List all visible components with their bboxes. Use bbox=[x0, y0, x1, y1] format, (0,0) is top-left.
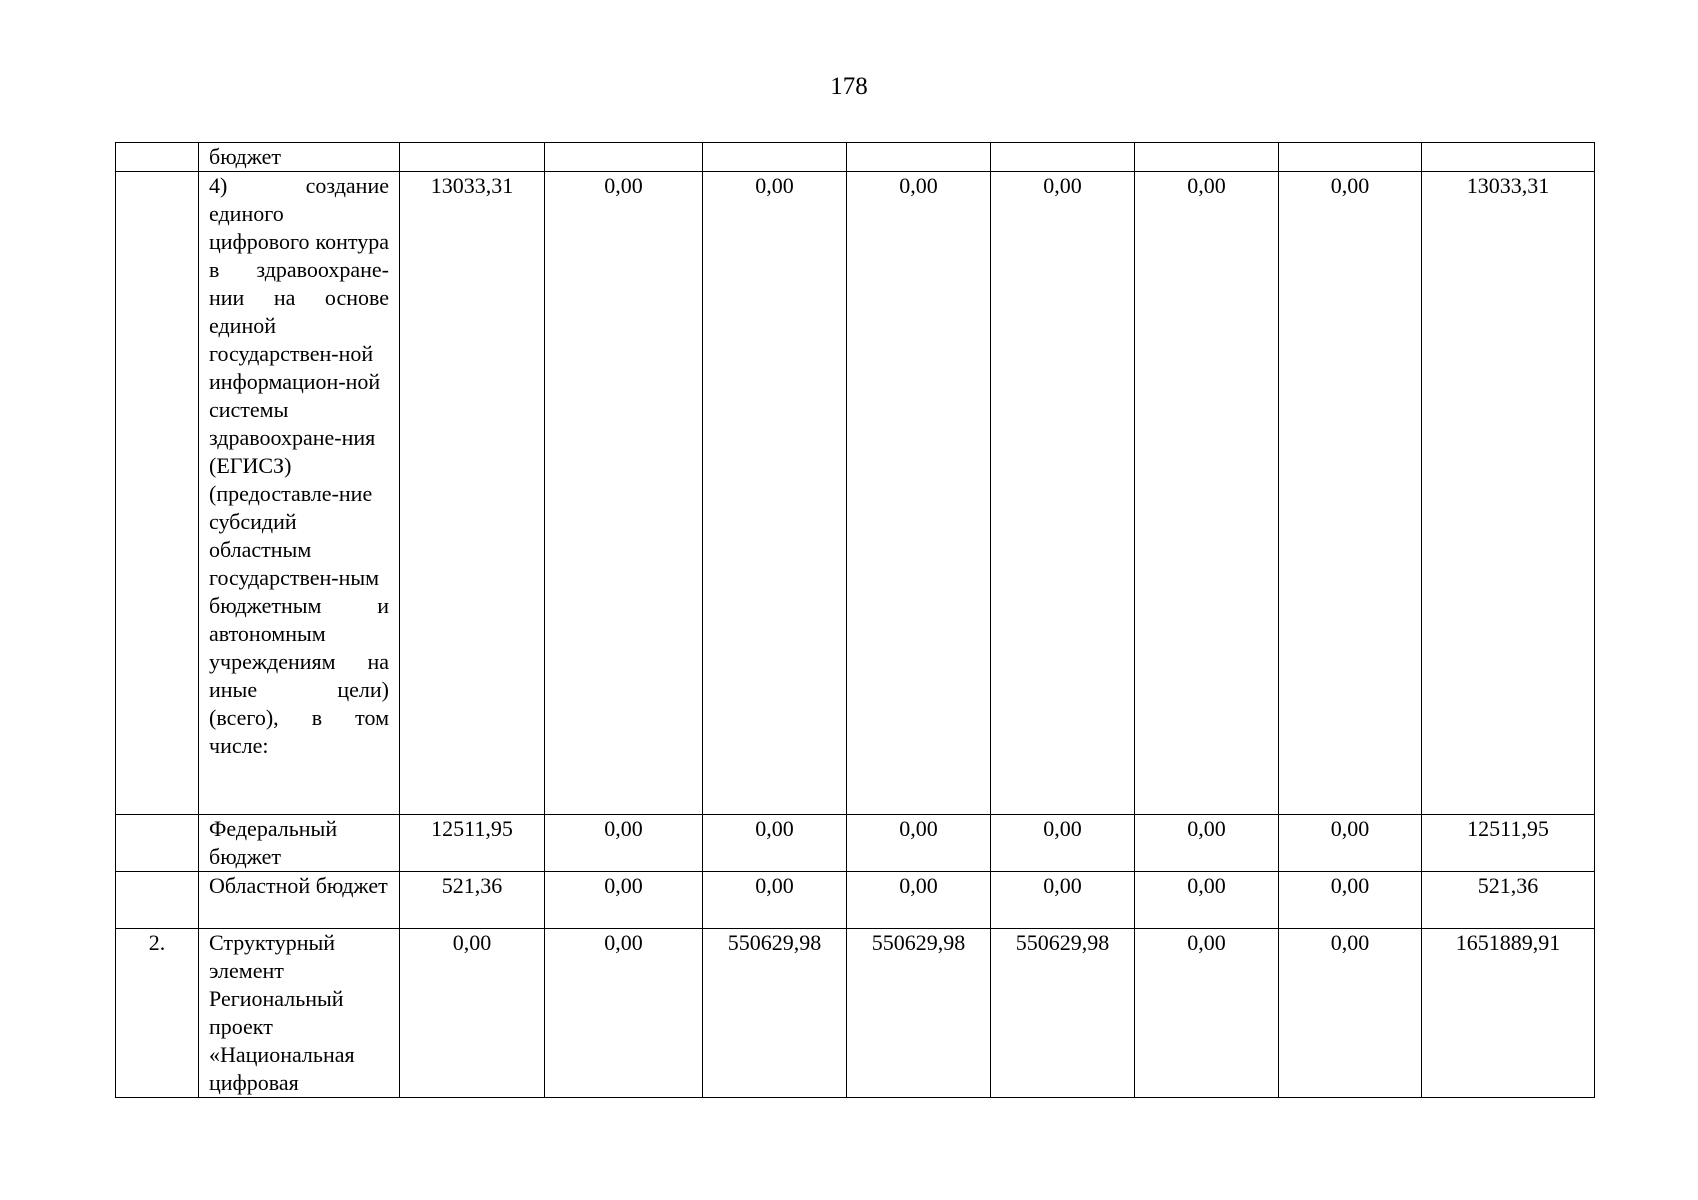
value-cell: 0,00 bbox=[545, 172, 703, 815]
value-cell: 521,36 bbox=[1422, 872, 1595, 929]
value-cell: 550629,98 bbox=[847, 929, 991, 1098]
row-index-cell: 2. bbox=[116, 929, 199, 1098]
page-number: 178 bbox=[830, 73, 868, 100]
value-cell: 550629,98 bbox=[991, 929, 1135, 1098]
value-cell: 0,00 bbox=[1135, 872, 1279, 929]
value-cell bbox=[1422, 143, 1595, 172]
value-cell: 0,00 bbox=[847, 815, 991, 872]
value-cell: 13033,31 bbox=[400, 172, 545, 815]
value-cell: 13033,31 bbox=[1422, 172, 1595, 815]
value-cell bbox=[847, 143, 991, 172]
value-cell: 0,00 bbox=[991, 872, 1135, 929]
value-cell: 0,00 bbox=[1135, 172, 1279, 815]
table-row bbox=[116, 815, 1595, 872]
table-row bbox=[116, 929, 1595, 1098]
table-row bbox=[116, 172, 1595, 815]
budget-table bbox=[115, 142, 1595, 1098]
row-name-cell: 4) создание единого цифрового контура в здравоохране-нии на основе единой государствен-ной информацион-ной системы здравоохране-ния (ЕГИСЗ) (предоставле-ние субсидий областным государствен-ным бюджетным и автономным учреждениям на иные цели) (всего), в том числе: bbox=[199, 172, 400, 815]
value-cell bbox=[1135, 143, 1279, 172]
value-cell: 12511,95 bbox=[400, 815, 545, 872]
value-cell: 521,36 bbox=[400, 872, 545, 929]
value-cell: 0,00 bbox=[703, 172, 847, 815]
value-cell: 12511,95 bbox=[1422, 815, 1595, 872]
value-cell bbox=[1279, 143, 1422, 172]
table-row bbox=[116, 143, 1595, 172]
value-cell bbox=[703, 143, 847, 172]
value-cell: 0,00 bbox=[703, 815, 847, 872]
row-index-cell bbox=[116, 172, 199, 815]
value-cell: 0,00 bbox=[1279, 929, 1422, 1098]
value-cell: 0,00 bbox=[545, 815, 703, 872]
row-index-cell bbox=[116, 143, 199, 172]
value-cell: 0,00 bbox=[1279, 172, 1422, 815]
table-row bbox=[116, 872, 1595, 929]
row-index-cell bbox=[116, 815, 199, 872]
value-cell: 0,00 bbox=[847, 172, 991, 815]
value-cell: 0,00 bbox=[703, 872, 847, 929]
value-cell: 0,00 bbox=[1135, 815, 1279, 872]
value-cell: 0,00 bbox=[847, 872, 991, 929]
value-cell bbox=[991, 143, 1135, 172]
value-cell bbox=[400, 143, 545, 172]
value-cell: 0,00 bbox=[400, 929, 545, 1098]
row-index-cell bbox=[116, 872, 199, 929]
value-cell: 0,00 bbox=[1279, 872, 1422, 929]
row-name-cell: Федеральный бюджет bbox=[199, 815, 400, 872]
value-cell: 0,00 bbox=[545, 872, 703, 929]
value-cell: 0,00 bbox=[991, 815, 1135, 872]
value-cell: 0,00 bbox=[1279, 815, 1422, 872]
row-name-cell: Областной бюджет bbox=[199, 872, 400, 929]
value-cell: 0,00 bbox=[545, 929, 703, 1098]
value-cell: 1651889,91 bbox=[1422, 929, 1595, 1098]
value-cell: 0,00 bbox=[991, 172, 1135, 815]
value-cell bbox=[545, 143, 703, 172]
row-name-cell: Структурный элемент Региональный проект «Национальная цифровая bbox=[199, 929, 400, 1098]
value-cell: 550629,98 bbox=[703, 929, 847, 1098]
value-cell: 0,00 bbox=[1135, 929, 1279, 1098]
row-name-cell: бюджет bbox=[199, 143, 400, 172]
